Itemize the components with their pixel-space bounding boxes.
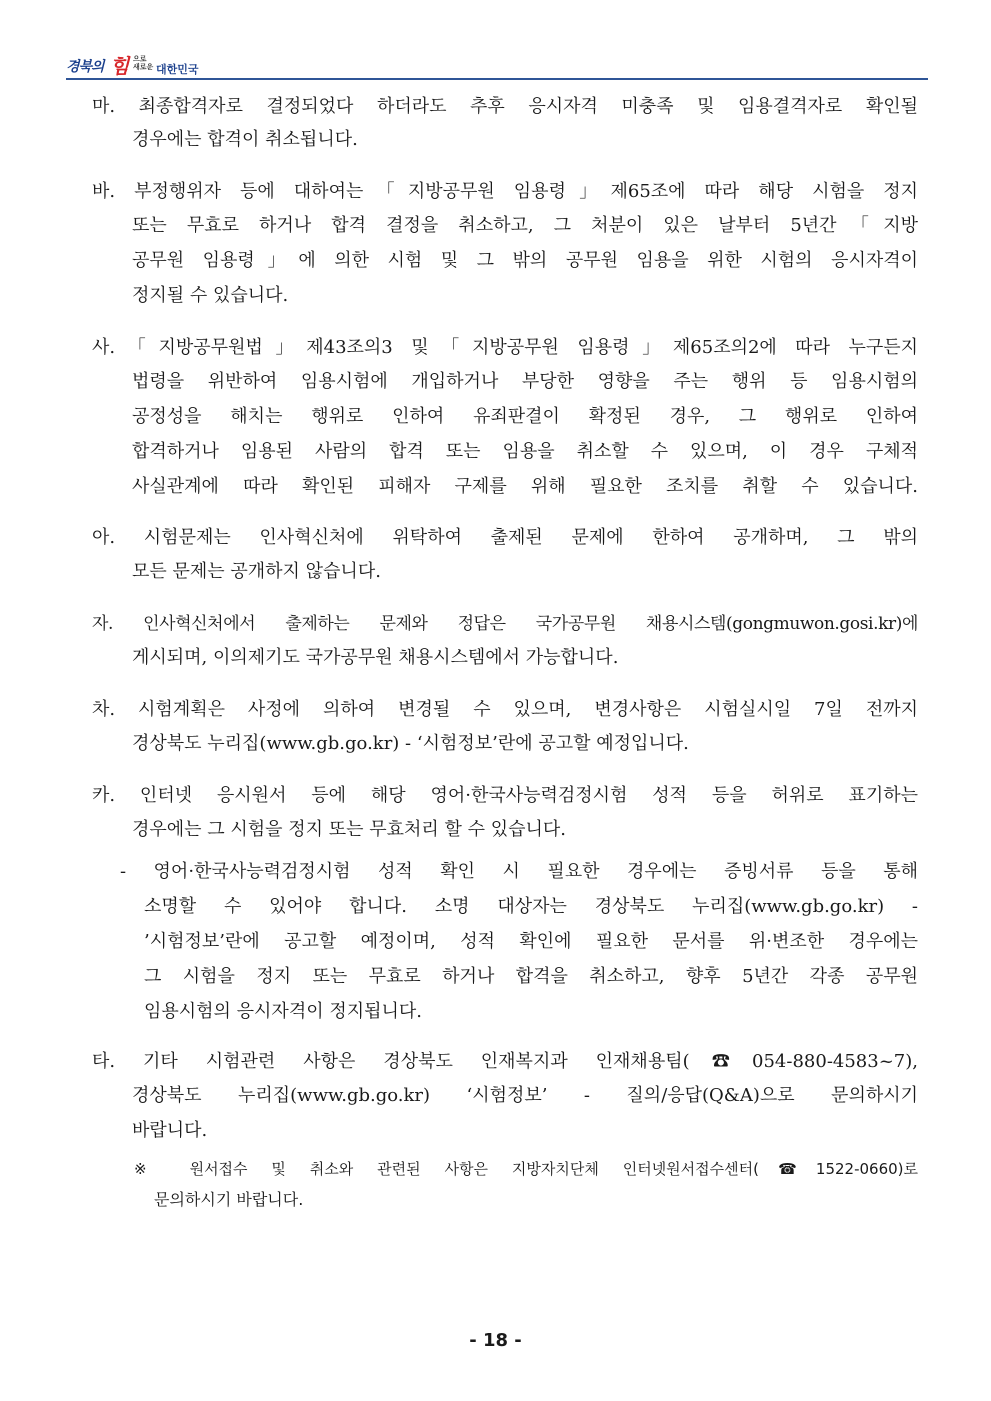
item-ka-line-1: 카. 인터넷 응시원서 등에 해당 영어·한국사능력검정시험 성적 등을 허위로 표기하는 xyxy=(92,785,918,806)
logo-script: 경북의 xyxy=(66,59,104,75)
item-ka-sub-line-1: - 영어·한국사능력검정시험 성적 확인 시 필요한 경우에는 증빙서류 등을 통해 xyxy=(120,861,918,882)
item-cha-line-2: 경상북도 누리집(www.gb.go.kr) - ‘시험정보’란에 공고할 예정입니다. xyxy=(132,733,689,754)
item-ka-sub-line-5: 임용시험의 응시자격이 정지됩니다. xyxy=(144,1001,422,1022)
item-sa-line-5: 사실관계에 따라 확인된 피해자 구제를 위해 필요한 조치를 취할 수 있습니다. xyxy=(132,476,918,497)
item-a-line-1: 아. 시험문제는 인사혁신처에 위탁하여 출제된 문제에 한하여 공개하며, 그 밖의 xyxy=(92,527,918,548)
item-cha-line-1: 차. 시험계획은 사정에 의하여 변경될 수 있으며, 변경사항은 시험실시일 7일 전까지 xyxy=(92,699,918,720)
item-ka-sub-line-3: ’시험정보’란에 공고할 예정이며, 성적 확인에 필요한 문서를 위·변조한 경우에는 xyxy=(144,931,918,952)
item-ta-line-2: 경상북도 누리집(www.gb.go.kr) ‘시험정보’ - 질의/응답(Q&A)으로 문의하시기 xyxy=(132,1085,918,1106)
note-line-1: ※ 원서접수 및 취소와 관련된 사항은 지방자치단체 인터넷원서접수센터(☎1522-0660)로 xyxy=(134,1160,918,1178)
item-ta-line-3: 바랍니다. xyxy=(132,1120,208,1141)
item-ma-line-1: 마. 최종합격자로 결정되었다 하더라도 추후 응시자격 미충족 및 임용결격자로 확인될 xyxy=(92,96,918,117)
note-line-2: 문의하시기 바랍니다. xyxy=(154,1190,304,1209)
item-ja-line-2: 게시되며, 이의제기도 국가공무원 채용시스템에서 가능합니다. xyxy=(132,647,619,668)
item-ta-line-1: 타. 기타 시험관련 사항은 경상북도 인재복지과 인재채용팀(☎054-880-4583~7), xyxy=(92,1051,918,1072)
page-header xyxy=(66,50,928,82)
item-ba-line-4: 정지될 수 있습니다. xyxy=(132,285,289,306)
gyeongbuk-logo xyxy=(66,52,226,80)
item-ma-line-2: 경우에는 합격이 취소됩니다. xyxy=(132,129,358,150)
item-ba-line-1: 바. 부정행위자 등에 대하여는「지방공무원 임용령」제65조에 따라 해당 시험을 정지 xyxy=(92,181,918,202)
item-ba-line-3: 공무원 임용령」에 의한 시험 및 그 밖의 공무원 임용을 위한 시험의 응시자격이 xyxy=(132,250,918,271)
item-ja-line-1: 자. 인사혁신처에서 출제하는 문제와 정답은 국가공무원 채용시스템(gongmuwon.gosi.kr)에 xyxy=(92,614,918,634)
header-rule xyxy=(66,78,928,80)
item-ba-line-2: 또는 무효로 하거나 합격 결정을 취소하고, 그 처분이 있은 날부터 5년간「지방 xyxy=(132,215,918,236)
logo-mark: 힘 xyxy=(110,54,130,78)
page-number: - 18 - xyxy=(469,1330,522,1351)
logo-small-text: 으로 새로운 xyxy=(133,55,154,71)
item-ka-sub-line-2: 소명할 수 있어야 합니다. 소명 대상자는 경상북도 누리집(www.gb.go.kr) - xyxy=(144,896,918,917)
item-sa-line-4: 합격하거나 임용된 사람의 합격 또는 임용을 취소할 수 있으며, 이 경우 구체적 xyxy=(132,441,918,462)
item-a-line-2: 모든 문제는 공개하지 않습니다. xyxy=(132,561,381,582)
item-sa-line-1: 사.「지방공무원법」제43조의3 및「지방공무원 임용령」제65조의2에 따라 누구든지 xyxy=(92,337,918,358)
item-sa-line-2: 법령을 위반하여 임용시험에 개입하거나 부당한 영향을 주는 행위 등 임용시험의 xyxy=(132,371,918,392)
item-ka-sub-line-4: 그 시험을 정지 또는 무효로 하거나 합격을 취소하고, 향후 5년간 각종 공무원 xyxy=(144,966,918,987)
item-ka-line-2: 경우에는 그 시험을 정지 또는 무효처리 할 수 있습니다. xyxy=(132,819,567,840)
logo-nation: 대한민국 xyxy=(156,63,199,76)
item-sa-line-3: 공정성을 해치는 행위로 인하여 유죄판결이 확정된 경우, 그 행위로 인하여 xyxy=(132,406,918,427)
